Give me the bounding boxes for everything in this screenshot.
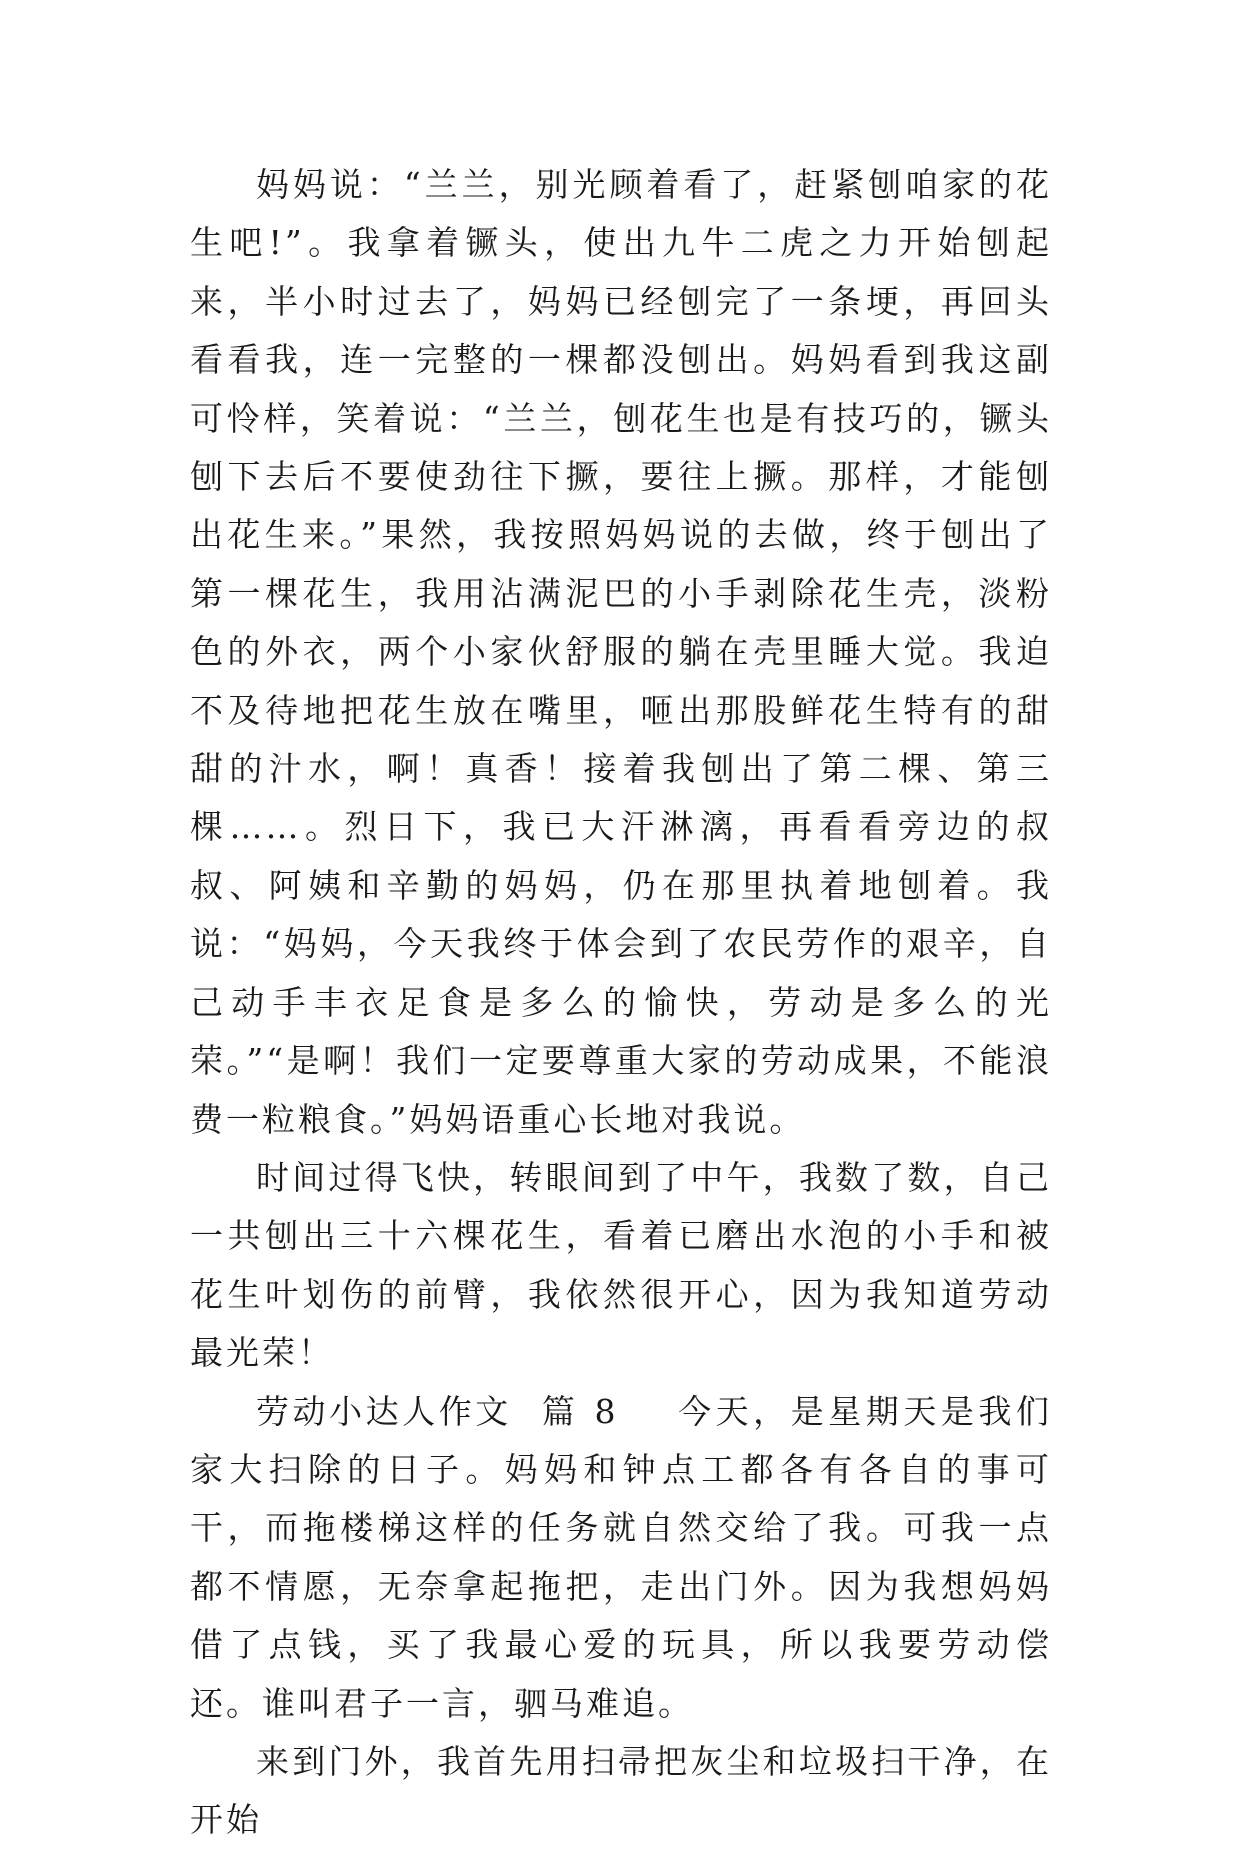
section-number: 篇 8: [541, 1391, 619, 1431]
paragraph-peanut-digging: 妈妈说：“兰兰，别光顾着看了，赶紧刨咱家的花生吧!”。我拿着镢头，使出九牛二虎之力开始刨起来，半小时过去了，妈妈已经刨完了一条埂，再回头看看我，连一完整的一棵都没刨出。妈妈看到我这副可怜样，笑着说：“兰兰，刨花生也是有技巧的，镢头刨下去后不要使劲往下撅，要往上撅。那样，才能刨出花生来。”果然，我按照妈妈说的去做，终于刨出了第一棵花生，我用沾满泥巴的小手剥除花生壳，淡粉色的外衣，两个小家伙舒服的躺在壳里睡大觉。我迫不及待地把花生放在嘴里，咂出那股鲜花生特有的甜甜的汁水，啊！真香！接着我刨出了第二棵、第三棵……。烈日下，我已大汗淋漓，再看看旁边的叔叔、阿姨和辛勤的妈妈，仍在那里执着地刨着。我说：“妈妈，今天我终于体会到了农民劳作的艰辛，自己动手丰衣足食是多么的愉快，劳动是多么的光荣。”“是啊！我们一定要尊重大家的劳动成果，不能浪费一粒粮食。”妈妈语重心长地对我说。: [190, 165, 1052, 1139]
section-title: 劳动小达人作文: [256, 1391, 512, 1431]
paragraph-section-8: [190, 1383, 1052, 1733]
document-body: [190, 156, 1052, 1850]
paragraph-noon-count: 时间过得飞快，转眼间到了中午，我数了数，自己一共刨出三十六棵花生，看着已磨出水泡的小手和被花生叶划伤的前臂，我依然很开心，因为我知道劳动最光荣！: [190, 1157, 1052, 1373]
section-text: 今天，是星期天是我们家大扫除的日子。妈妈和钟点工都各有各自的事可干，而拖楼梯这样的任务就自然交给了我。可我一点都不情愿，无奈拿起拖把，走出门外。因为我想妈妈借了点钱，买了我最心爱的玩具，所以我要劳动偿还。谁叫君子一言，驷马难追。: [190, 1391, 1052, 1723]
paragraph-closing: 来到门外，我首先用扫帚把灰尘和垃圾扫干净，在开始: [190, 1741, 1052, 1840]
